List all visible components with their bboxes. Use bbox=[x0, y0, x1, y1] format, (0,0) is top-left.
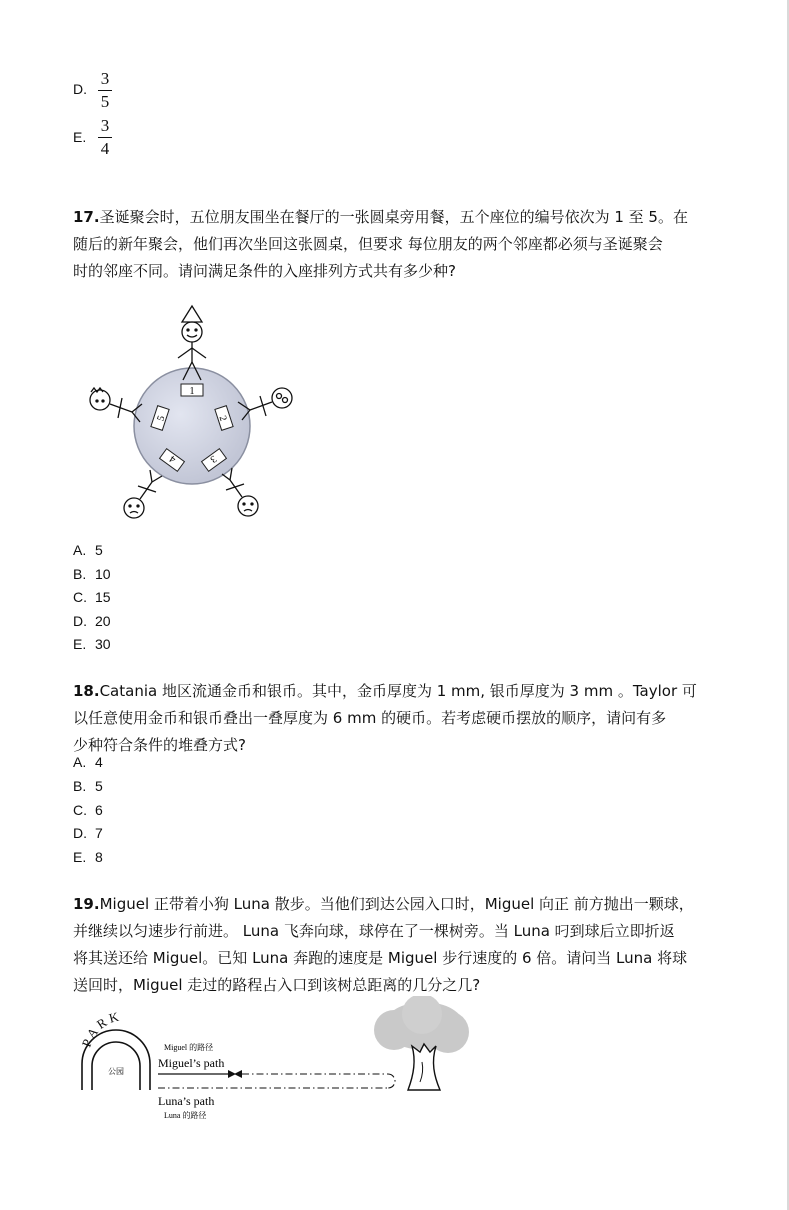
svg-text:4: 4 bbox=[167, 452, 179, 465]
park-path-diagram bbox=[76, 996, 480, 1126]
fraction-denominator: 5 bbox=[100, 92, 110, 111]
park-gate-icon bbox=[82, 1030, 150, 1090]
luna-path-cn: Luna 的路径 bbox=[164, 1111, 207, 1120]
question-line: 以任意使用金币和银币叠出一叠厚度为 6 mm 的硬币。若考虑硬币摆放的顺序，请问有多 bbox=[73, 709, 667, 727]
luna-path-line bbox=[158, 1074, 395, 1088]
gate-label: 公园 bbox=[108, 1067, 124, 1076]
q17-option-d[interactable]: D. 20 bbox=[73, 613, 111, 629]
park-sign: PARK bbox=[78, 1008, 124, 1050]
friend-icon bbox=[222, 468, 258, 516]
question-line: 随后的新年聚会，他们再次坐回这张圆桌，但要求 每位朋友的两个邻座都必须与圣诞聚会 bbox=[73, 235, 663, 253]
question-line: 17.圣诞聚会时，五位朋友围坐在餐厅的一张圆桌旁用餐，五个座位的编号依次为 1 至 5。在 bbox=[73, 208, 688, 226]
question-19 bbox=[73, 891, 703, 999]
q17-option-a[interactable]: A. 5 bbox=[73, 542, 103, 558]
prev-option-e[interactable] bbox=[73, 128, 86, 146]
option-letter: E. bbox=[73, 129, 87, 145]
fraction-bar bbox=[98, 90, 112, 91]
q18-option-a[interactable]: A. 4 bbox=[73, 754, 103, 770]
question-line: 少种符合条件的堆叠方式? bbox=[73, 736, 246, 754]
question-17 bbox=[73, 204, 703, 285]
question-18 bbox=[73, 678, 703, 759]
tree-icon bbox=[374, 996, 469, 1090]
fraction-d bbox=[98, 70, 112, 111]
option-letter: D. bbox=[73, 81, 87, 97]
fraction-numerator: 3 bbox=[100, 116, 110, 135]
question-line: 19.Miguel 正带着小狗 Luna 散步。当他们到达公园入口时，Miguel 向正 前方抛出一颗球， bbox=[73, 895, 694, 913]
q17-option-b[interactable]: B. 10 bbox=[73, 566, 111, 582]
svg-text:5: 5 bbox=[155, 414, 168, 423]
q18-option-e[interactable]: E. 8 bbox=[73, 849, 103, 865]
friend-icon bbox=[124, 470, 162, 518]
round-table-figure bbox=[78, 300, 298, 528]
fraction-bar bbox=[98, 137, 112, 138]
question-line: 时的邻座不同。请问满足条件的入座排列方式共有多少种? bbox=[73, 262, 456, 280]
question-line: 并继续以匀速步行前进。 Luna 飞奔向球，球停在了一棵树旁。当 Luna 叼到球后立即折返 bbox=[73, 922, 675, 940]
luna-path-en: Luna’s path bbox=[158, 1094, 215, 1108]
q18-option-b[interactable]: B. 5 bbox=[73, 778, 103, 794]
q18-option-c[interactable]: C. 6 bbox=[73, 802, 103, 818]
miguel-path-cn: Miguel 的路径 bbox=[164, 1043, 214, 1052]
svg-text:2: 2 bbox=[216, 414, 229, 423]
q17-option-c[interactable]: C. 15 bbox=[73, 589, 111, 605]
fraction-numerator: 3 bbox=[100, 69, 110, 88]
svg-text:1: 1 bbox=[189, 386, 195, 397]
question-line: 送回时，Miguel 走过的路程占入口到该树总距离的几分之几? bbox=[73, 976, 481, 994]
q17-option-e[interactable]: E. 30 bbox=[73, 636, 111, 652]
question-line: 将其送还给 Miguel。已知 Luna 奔跑的速度是 Miguel 步行速度的 6 倍。请问当 Luna 将球 bbox=[73, 949, 688, 967]
miguel-path-en: Miguel’s path bbox=[158, 1056, 225, 1070]
seat-1 bbox=[181, 384, 203, 397]
arrow-head-icon bbox=[234, 1070, 242, 1078]
question-number: 17. bbox=[73, 208, 100, 226]
q18-option-d[interactable]: D. 7 bbox=[73, 825, 103, 841]
fraction-e bbox=[98, 117, 112, 158]
question-number: 18. bbox=[73, 682, 100, 700]
fraction-denominator: 4 bbox=[100, 139, 110, 158]
svg-text:3: 3 bbox=[207, 452, 219, 465]
prev-option-d[interactable] bbox=[73, 80, 87, 98]
question-number: 19. bbox=[73, 895, 100, 913]
question-line: 18.Catania 地区流通金币和银币。其中，金币厚度为 1 mm, 银币厚度为 3 mm 。Taylor 可 bbox=[73, 682, 697, 700]
